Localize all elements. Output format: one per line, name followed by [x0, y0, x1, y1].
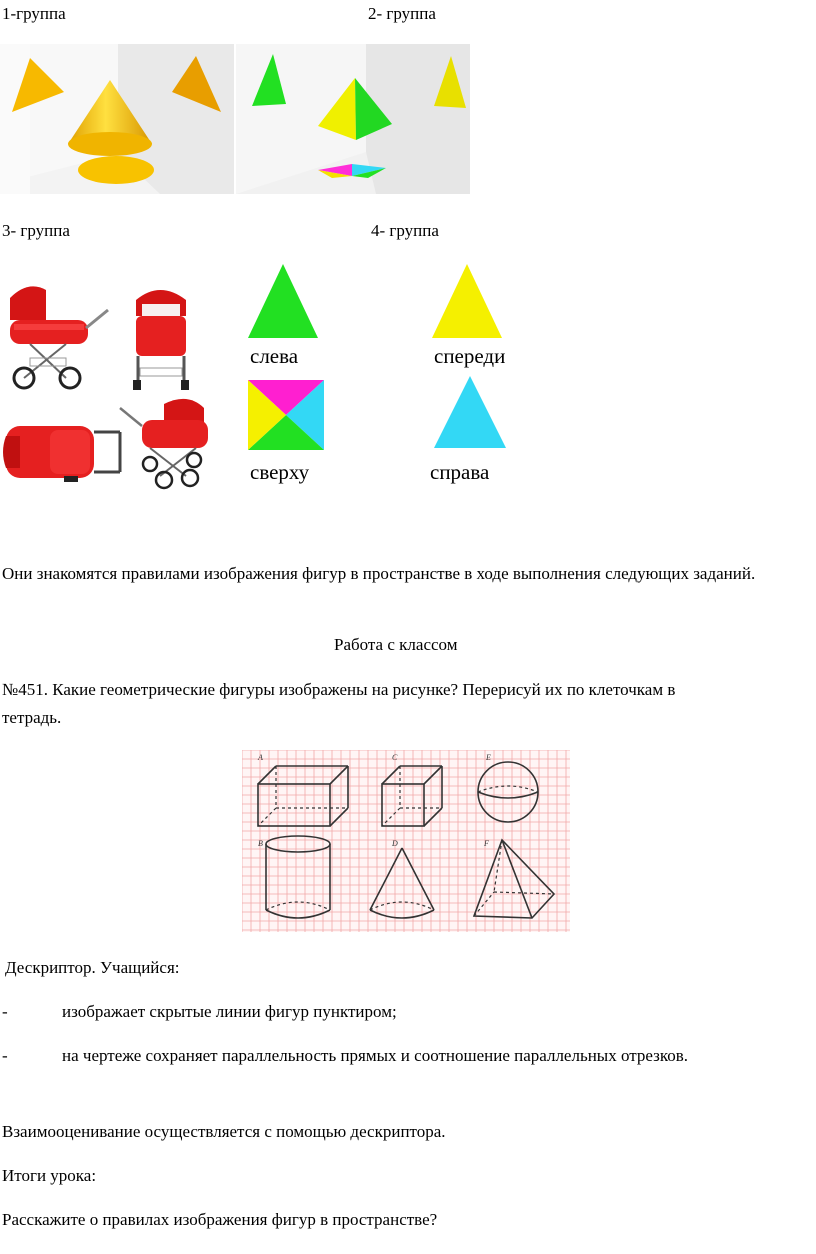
- group-4-heading: 4- группа: [371, 221, 439, 240]
- group-3-heading: 3- группа: [2, 221, 70, 240]
- view-front-triangle: [430, 262, 504, 340]
- group-1-heading: 1-группа: [2, 4, 66, 23]
- view-right-triangle: [432, 374, 508, 450]
- bullet-2-dash: -: [2, 1046, 8, 1065]
- view-top-square: [248, 380, 324, 450]
- label-b: B: [258, 839, 263, 848]
- descriptor-heading: Дескриптор. Учащийся:: [5, 958, 180, 977]
- cone-projection-image: [0, 44, 234, 194]
- task-paragraph: №451. Какие геометрические фигуры изображены на рисунке? Перерисуй их по клеточкам в тетрадь.: [2, 680, 676, 727]
- view-left-label: слева: [250, 344, 299, 368]
- bullet-2-text: на чертеже сохраняет параллельность прямых и соотношение параллельных отрезков.: [62, 1046, 689, 1065]
- view-front-label: спереди: [434, 344, 506, 368]
- group-2-heading: 2- группа: [368, 4, 436, 23]
- intro-paragraph: Они знакомятся правилами изображения фигур в пространстве в ходе выполнения следующих заданий.: [2, 564, 756, 583]
- bullet-1-dash: -: [2, 1002, 8, 1021]
- label-e: E: [486, 753, 491, 762]
- view-left-triangle: [246, 262, 320, 340]
- solids-grid-figure: [242, 750, 570, 932]
- label-f: F: [484, 839, 489, 848]
- label-d: D: [392, 839, 398, 848]
- view-top-label: сверху: [250, 460, 310, 484]
- view-right-label: справа: [430, 460, 490, 484]
- stroller-views-image: [0, 280, 222, 495]
- bullet-1-text: изображает скрытые линии фигур пунктиром;: [62, 1002, 397, 1021]
- summary-heading: Итоги урока:: [2, 1166, 97, 1185]
- label-a: A: [258, 753, 263, 762]
- label-c: C: [392, 753, 398, 762]
- closing-question: Расскажите о правилах изображения фигур в пространстве?: [2, 1210, 438, 1229]
- peer-assessment-text: Взаимооценивание осуществляется с помощью дескриптора.: [2, 1122, 446, 1141]
- pyramid-projection-image: [236, 44, 470, 194]
- section-title: Работа с классом: [334, 635, 458, 654]
